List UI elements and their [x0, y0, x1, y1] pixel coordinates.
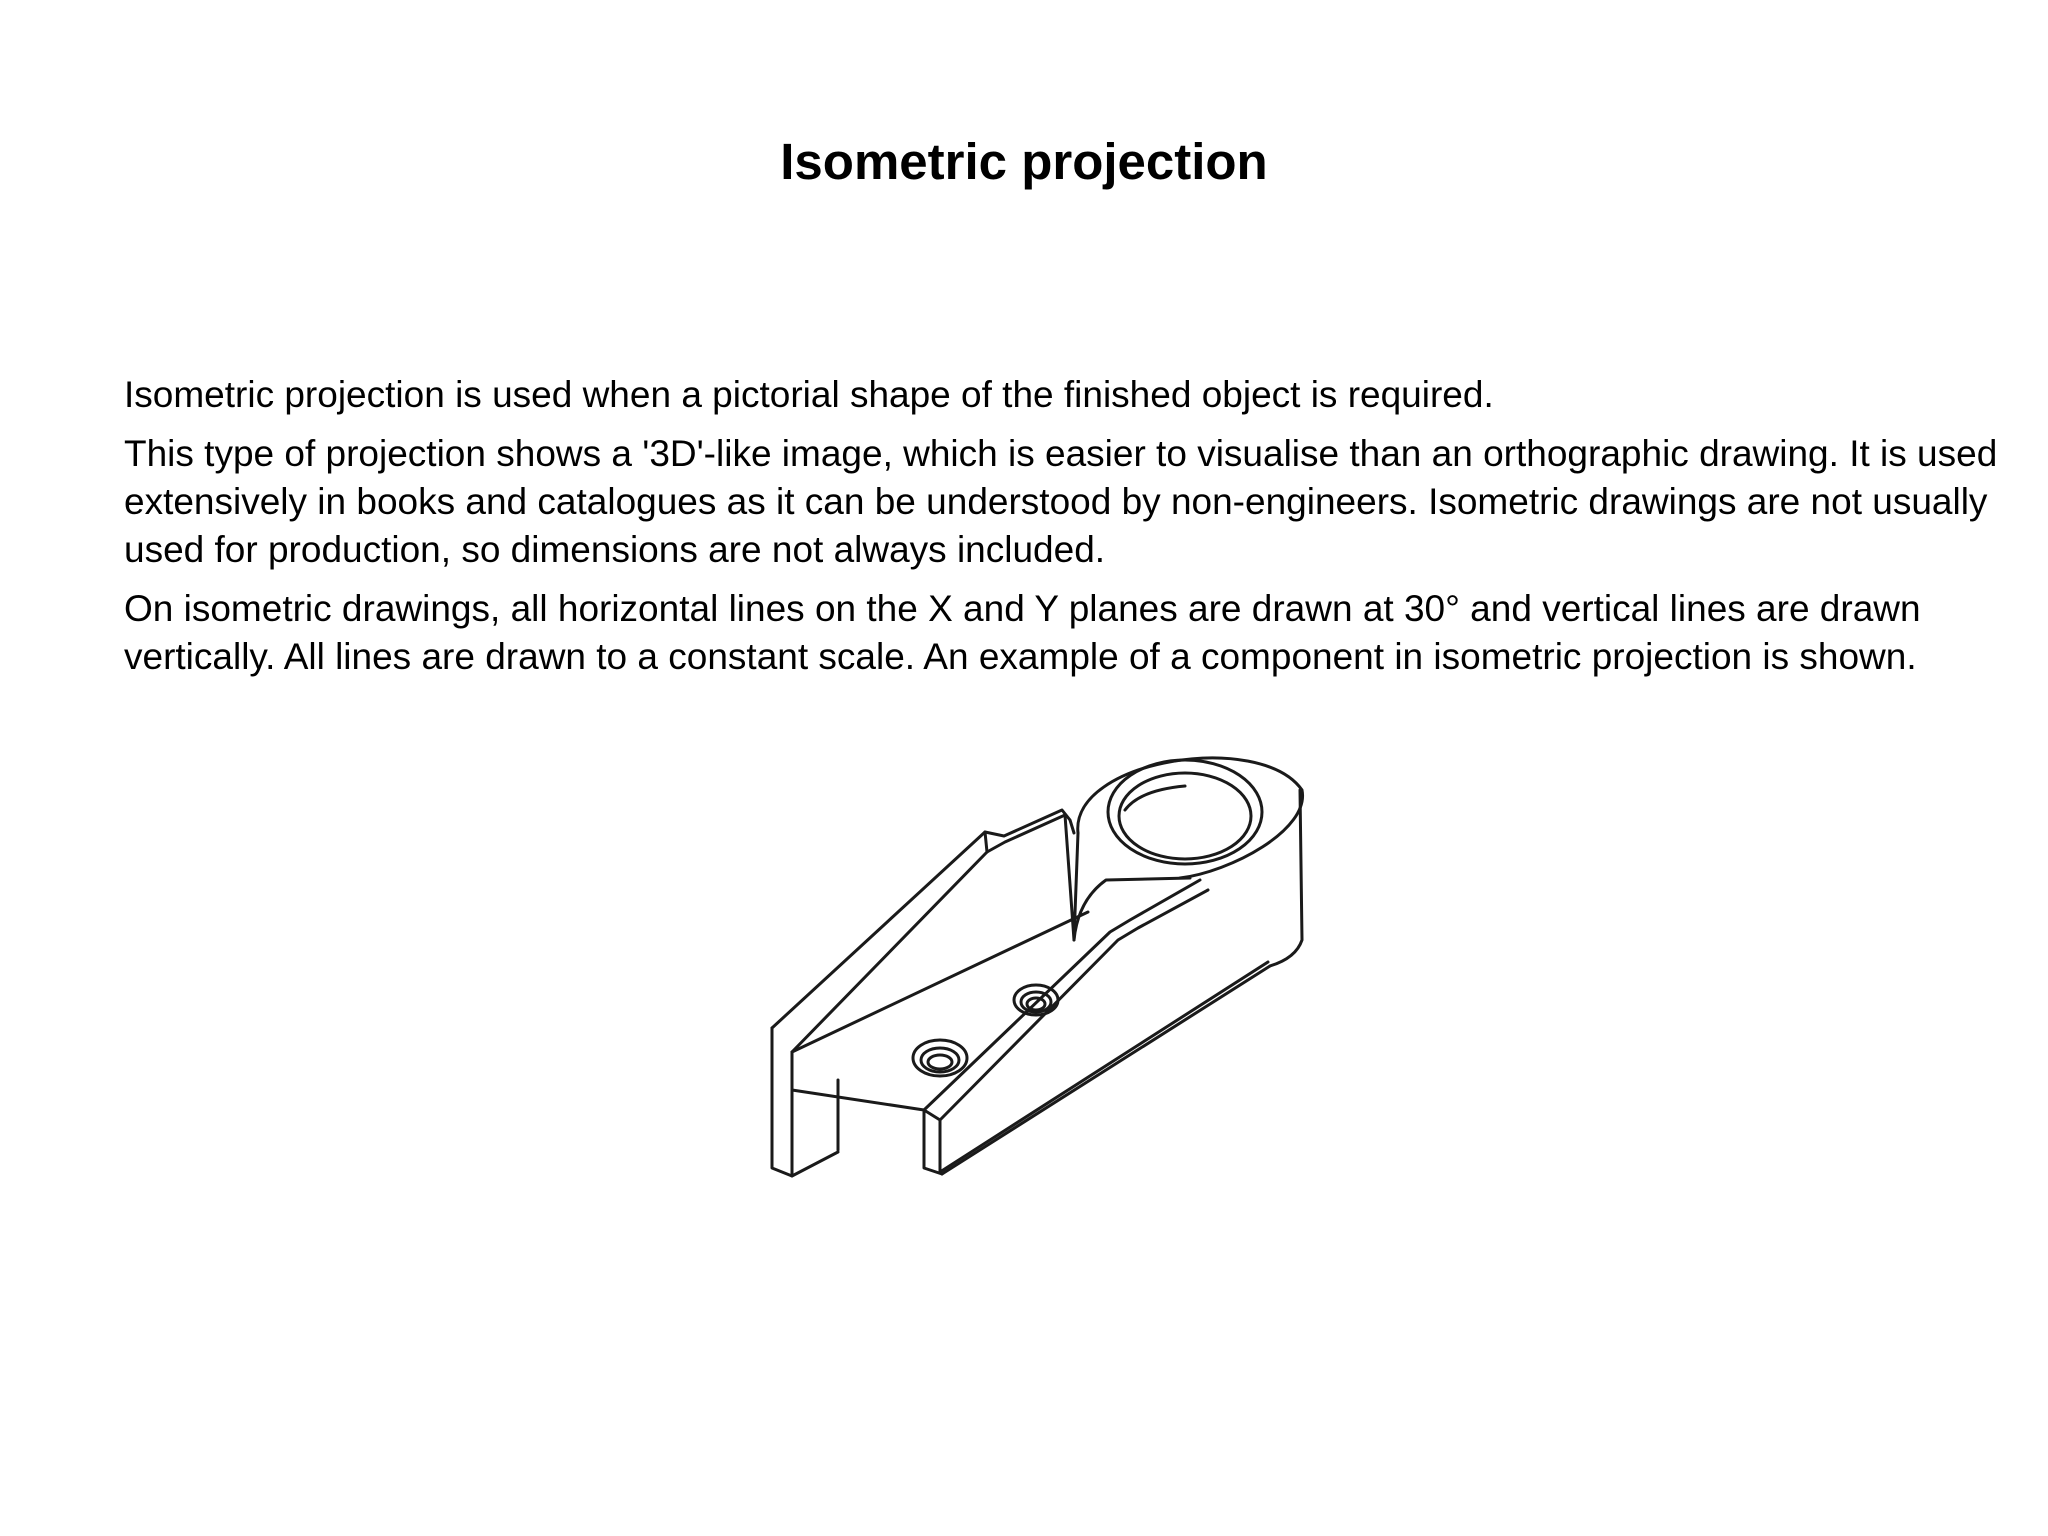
paragraph-intro: Isometric projection is used when a pictorial shape of the finished object is required. — [124, 374, 1494, 415]
slide-body — [124, 371, 2004, 692]
right-rail-front — [924, 1110, 940, 1172]
left-rail-outer-line — [792, 1052, 838, 1176]
left-rail-join — [985, 832, 987, 852]
body-lower-edge — [940, 962, 1268, 1172]
paragraph-description: This type of projection shows a '3D'-like image, which is easier to visualise than an orthographic drawing. It is used extensively in books and catalogues as it can be understood by non-engineers. Isometric drawings are not usually used for production, so dimensions are not always included. — [124, 433, 1998, 570]
isometric-component-illustration — [760, 738, 1320, 1178]
boss-bore-outer — [1108, 760, 1262, 864]
hole-front-inner — [928, 1055, 952, 1069]
left-rail-outer-face — [772, 1028, 792, 1176]
isometric-bracket-icon — [760, 738, 1320, 1178]
left-rail-inner — [792, 815, 1065, 1052]
slide-title: Isometric projection — [780, 133, 1268, 190]
channel-floor-back — [792, 912, 1088, 1052]
paragraph-rules: On isometric drawings, all horizontal lines on the X and Y planes are drawn at 30° and vertical lines are drawn vertically. All lines are drawn to a constant scale. An example of a component in isometric projection is shown. — [124, 588, 1921, 677]
channel-floor-front — [792, 1090, 924, 1128]
